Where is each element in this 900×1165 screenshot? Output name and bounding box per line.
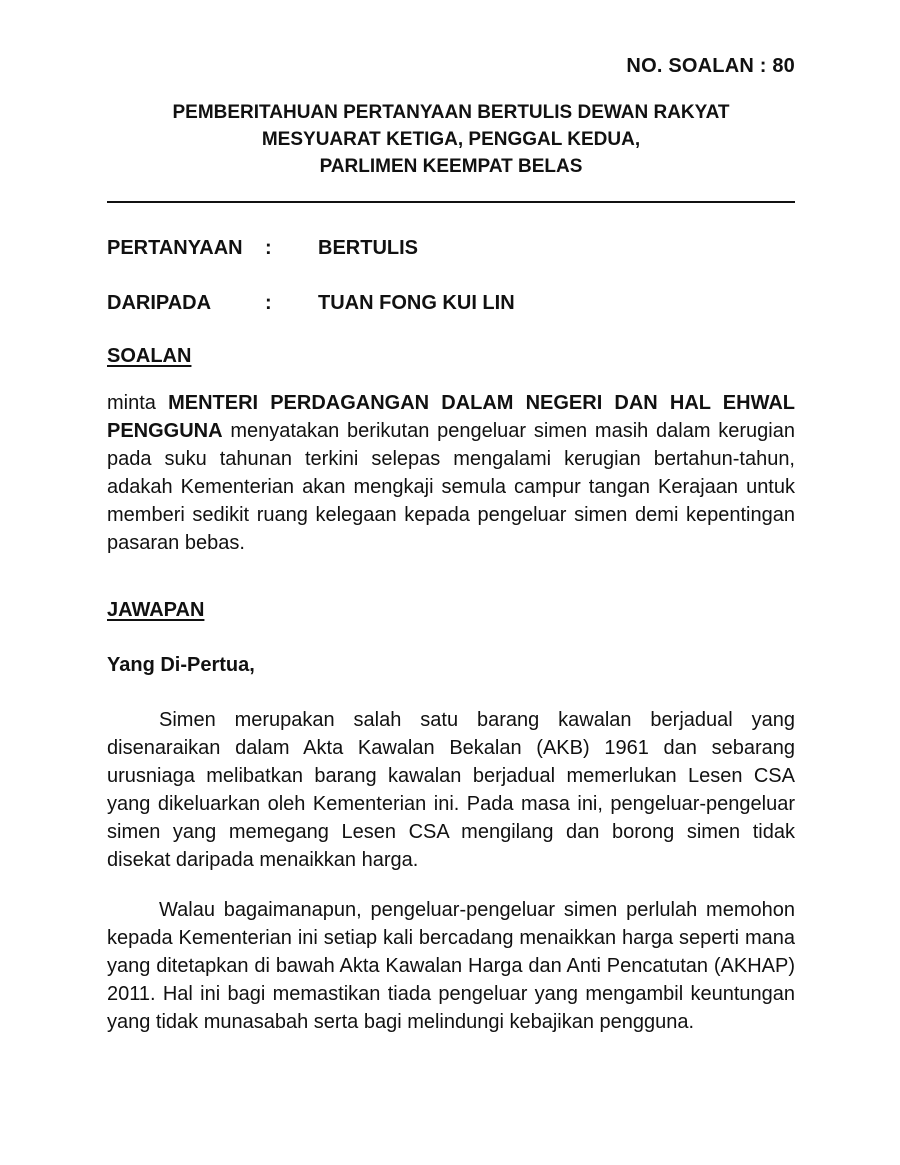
field-pertanyaan-label: PERTANYAAN bbox=[107, 237, 243, 259]
title-line-1: PEMBERITAHUAN PERTANYAAN BERTULIS DEWAN RAKYAT bbox=[172, 102, 730, 123]
question-number: NO. SOALAN : 80 bbox=[626, 55, 795, 77]
field-pertanyaan-value: BERTULIS bbox=[318, 237, 418, 259]
jawapan-heading: JAWAPAN bbox=[107, 599, 205, 621]
soalan-prefix: minta bbox=[107, 392, 156, 414]
jawapan-paragraph-2: Walau bagaimanapun, pengeluar-pengeluar simen perlulah memohon kepada Kementerian ini setiap kali bercadang menaikkan harga seperti mana yang ditetapkan di bawah Akta Kawalan Harga dan Anti Pencatutan (AKHAP) 2011. Hal ini bagi memastikan tiada pengeluar yang mengambil keuntungan yang tidak munasabah serta bagi melindungi kebajikan pengguna. bbox=[107, 899, 795, 1033]
field-pertanyaan-colon: : bbox=[265, 237, 272, 259]
jawapan-paragraph-1: Simen merupakan salah satu barang kawalan berjadual yang disenaraikan dalam Akta Kawalan Bekalan (AKB) 1961 dan sebarang urusniaga melibatkan barang kawalan berjadual memerlukan Lesen CSA yang dikeluarkan oleh Kementerian ini. Pada masa ini, pengeluar-pengeluar simen yang memegang Lesen CSA mengilang dan borong simen tidak disekat daripada menaikkan harga. bbox=[107, 709, 795, 871]
document-title bbox=[107, 99, 795, 180]
soalan-minister: MENTERI PERDAGANGAN DALAM NEGERI DAN HAL EHWAL PENGGUNA bbox=[107, 392, 795, 442]
field-daripada-colon: : bbox=[265, 292, 272, 314]
field-daripada-value: TUAN FONG KUI LIN bbox=[318, 292, 515, 314]
field-daripada-label: DARIPADA bbox=[107, 292, 212, 314]
soalan-body: menyatakan berikutan pengeluar simen masih dalam kerugian pada suku tahunan terkini selepas mengalami kerugian bertahun-tahun, adakah Kementerian akan mengkaji semula campur tangan Kerajaan untuk memberi sedikit ruang kelegaan kepada pengeluar simen demi kepentingan pasaran bebas. bbox=[107, 420, 795, 554]
soalan-paragraph bbox=[107, 389, 795, 557]
title-divider bbox=[107, 201, 795, 203]
title-line-2: MESYUARAT KETIGA, PENGGAL KEDUA, bbox=[261, 129, 641, 150]
jawapan-salutation: Yang Di-Pertua, bbox=[107, 654, 255, 676]
soalan-heading: SOALAN bbox=[107, 345, 192, 367]
title-line-3: PARLIMEN KEEMPAT BELAS bbox=[319, 156, 583, 177]
